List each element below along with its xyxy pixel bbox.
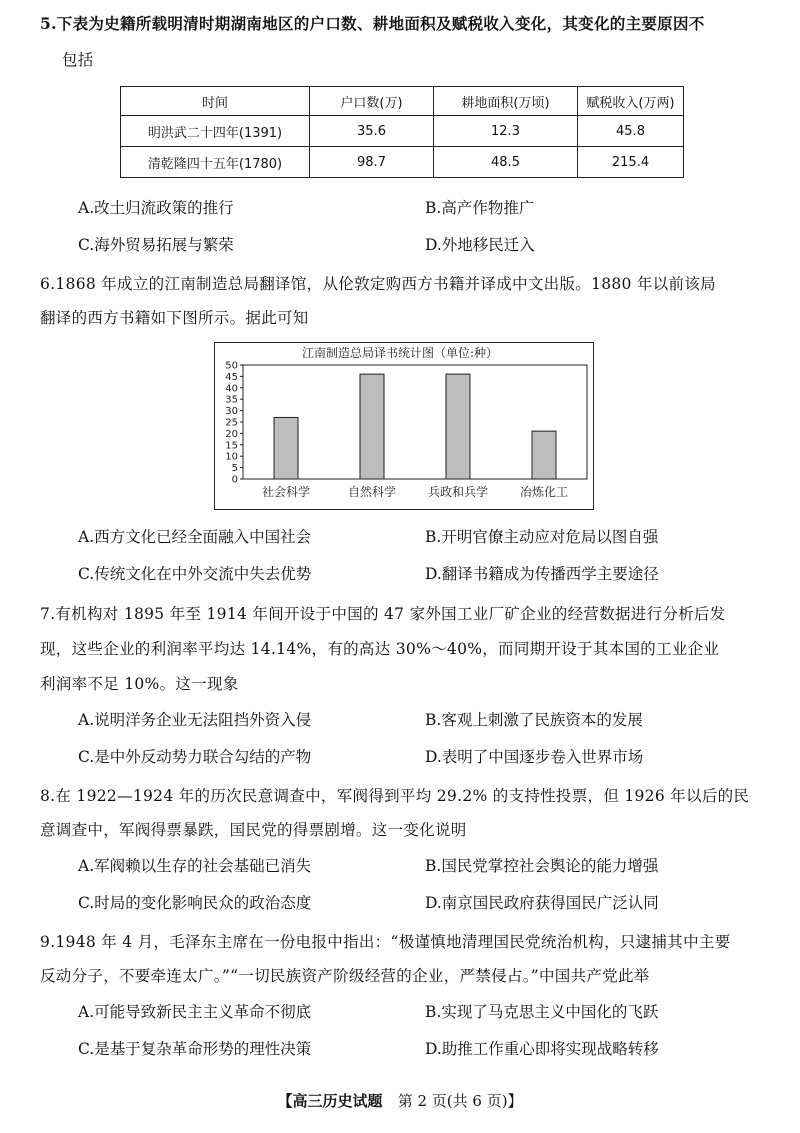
q5-stem-line2: 包括: [62, 51, 94, 69]
q6-option-d[interactable]: D.翻译书籍成为传播西学主要途径: [425, 565, 659, 583]
q5-option-d[interactable]: D.外地移民迁入: [425, 236, 535, 254]
chart-title: 江南制造总局译书统计图（单位:种）: [301, 346, 499, 360]
q6-bar-chart: [215, 343, 593, 509]
y-tick-label: 45: [225, 371, 238, 383]
q8-option-d[interactable]: D.南京国民政府获得国民广泛认同: [425, 894, 659, 912]
y-tick-label: 35: [225, 394, 238, 406]
q8-option-b[interactable]: B.国民党掌控社会舆论的能力增强: [425, 857, 659, 875]
x-category-label: 兵政和兵学: [427, 485, 489, 499]
q9-option-d[interactable]: D.助推工作重心即将实现战略转移: [425, 1040, 659, 1058]
y-tick-label: 20: [225, 428, 238, 440]
q7-option-a[interactable]: A.说明洋务企业无法阻挡外资入侵: [78, 711, 312, 729]
y-tick-label: 0: [231, 474, 238, 486]
table-cell: 清乾隆四十五年(1780): [121, 147, 310, 178]
q7-stem-line2: 现，这些企业的利润率平均达 14.14%，有的高达 30%～40%，而同期开设于其本国的工业企业: [40, 640, 720, 658]
table-header-cell: 户口数(万): [310, 87, 434, 116]
y-tick-label: 5: [231, 463, 238, 475]
bar-2: [360, 374, 384, 479]
footer-page-number: 第 2 页(共 6 页)】: [397, 1092, 523, 1110]
table-cell: 98.7: [310, 147, 434, 178]
table-header-cell: 时间: [121, 87, 310, 116]
table-cell: 35.6: [310, 116, 434, 147]
page-footer: [0, 1090, 800, 1111]
y-tick-label: 30: [225, 406, 238, 418]
bars: [274, 374, 556, 479]
x-category-label: 社会科学: [261, 485, 311, 499]
q7-option-d[interactable]: D.表明了中国逐步卷入世界市场: [425, 748, 644, 766]
x-category-label: 自然科学: [347, 485, 397, 499]
y-tick-label: 25: [225, 417, 238, 429]
y-tick-label: 50: [225, 360, 238, 372]
bar-1: [274, 417, 298, 479]
q9-option-c[interactable]: C.是基于复杂革命形势的理性决策: [78, 1040, 312, 1058]
table-cell: 215.4: [578, 147, 684, 178]
q9-stem-line1: 9.1948 年 4 月，毛泽东主席在一份电报中指出：“极谨慎地清理国民党统治机构，只逮捕其中主要: [40, 933, 731, 951]
q5-option-b[interactable]: B.高产作物推广: [425, 199, 535, 217]
table-cell: 明洪武二十四年(1391): [121, 116, 310, 147]
q7-option-b[interactable]: B.客观上刺激了民族资本的发展: [425, 711, 643, 729]
x-category-label: 冶炼化工: [519, 485, 569, 499]
q5-option-a[interactable]: A.改土归流政策的推行: [78, 199, 234, 217]
q6-stem-line2: 翻译的西方书籍如下图所示。据此可知: [40, 309, 309, 327]
table-row: [121, 116, 684, 147]
q5-data-table: [120, 86, 684, 178]
table-cell: 48.5: [434, 147, 578, 178]
table-header-cell: 赋税收入(万两): [578, 87, 684, 116]
table-cell: 45.8: [578, 116, 684, 147]
q5-stem-line1: 5.下表为史籍所载明清时期湖南地区的户口数、耕地面积及赋税收入变化，其变化的主要原因不: [40, 14, 705, 33]
q6-option-c[interactable]: C.传统文化在中外交流中失去优势: [78, 565, 312, 583]
table-header-row: [121, 87, 684, 116]
bar-4: [532, 431, 556, 479]
q8-stem-line2: 意调查中，军阀得票暴跌，国民党的得票剧增。这一变化说明: [40, 821, 467, 839]
q9-option-a[interactable]: A.可能导致新民主主义革命不彻底: [78, 1003, 312, 1021]
footer-title: 【高三历史试题: [277, 1092, 383, 1110]
table-header-cell: 耕地面积(万顷): [434, 87, 578, 116]
q8-option-c[interactable]: C.时局的变化影响民众的政治态度: [78, 894, 312, 912]
bar-3: [446, 374, 470, 479]
x-axis-labels: [262, 484, 568, 499]
q6-option-b[interactable]: B.开明官僚主动应对危局以图自强: [425, 528, 659, 546]
y-axis: [225, 361, 243, 486]
q9-stem-line2: 反动分子，不要牵连太广。”“一切民族资产阶级经营的企业，严禁侵占。”中国共产党此举: [40, 967, 650, 985]
q5-option-c[interactable]: C.海外贸易拓展与繁荣: [78, 236, 234, 254]
table-cell: 12.3: [434, 116, 578, 147]
table-row: [121, 147, 684, 178]
q6-option-a[interactable]: A.西方文化已经全面融入中国社会: [78, 528, 312, 546]
q8-option-a[interactable]: A.军阀赖以生存的社会基础已消失: [78, 857, 312, 875]
q7-option-c[interactable]: C.是中外反动势力联合勾结的产物: [78, 748, 312, 766]
q6-stem-line1: 6.1868 年成立的江南制造总局翻译馆，从伦敦定购西方书籍并译成中文出版。1880 年以前该局: [40, 275, 716, 293]
y-tick-label: 15: [225, 440, 238, 452]
y-tick-label: 10: [225, 451, 238, 463]
q9-option-b[interactable]: B.实现了马克思主义中国化的飞跃: [425, 1003, 659, 1021]
q7-stem-line1: 7.有机构对 1895 年至 1914 年间开设于中国的 47 家外国工业厂矿企业的经营数据进行分析后发: [40, 605, 726, 623]
y-tick-label: 40: [225, 383, 238, 395]
q8-stem-line1: 8.在 1922—1924 年的历次民意调查中，军阀得到平均 29.2% 的支持性投票，但 1926 年以后的民: [40, 787, 750, 805]
q7-stem-line3: 利润率不足 10%。这一现象: [40, 675, 239, 693]
q6-bar-chart-frame: [214, 342, 594, 510]
